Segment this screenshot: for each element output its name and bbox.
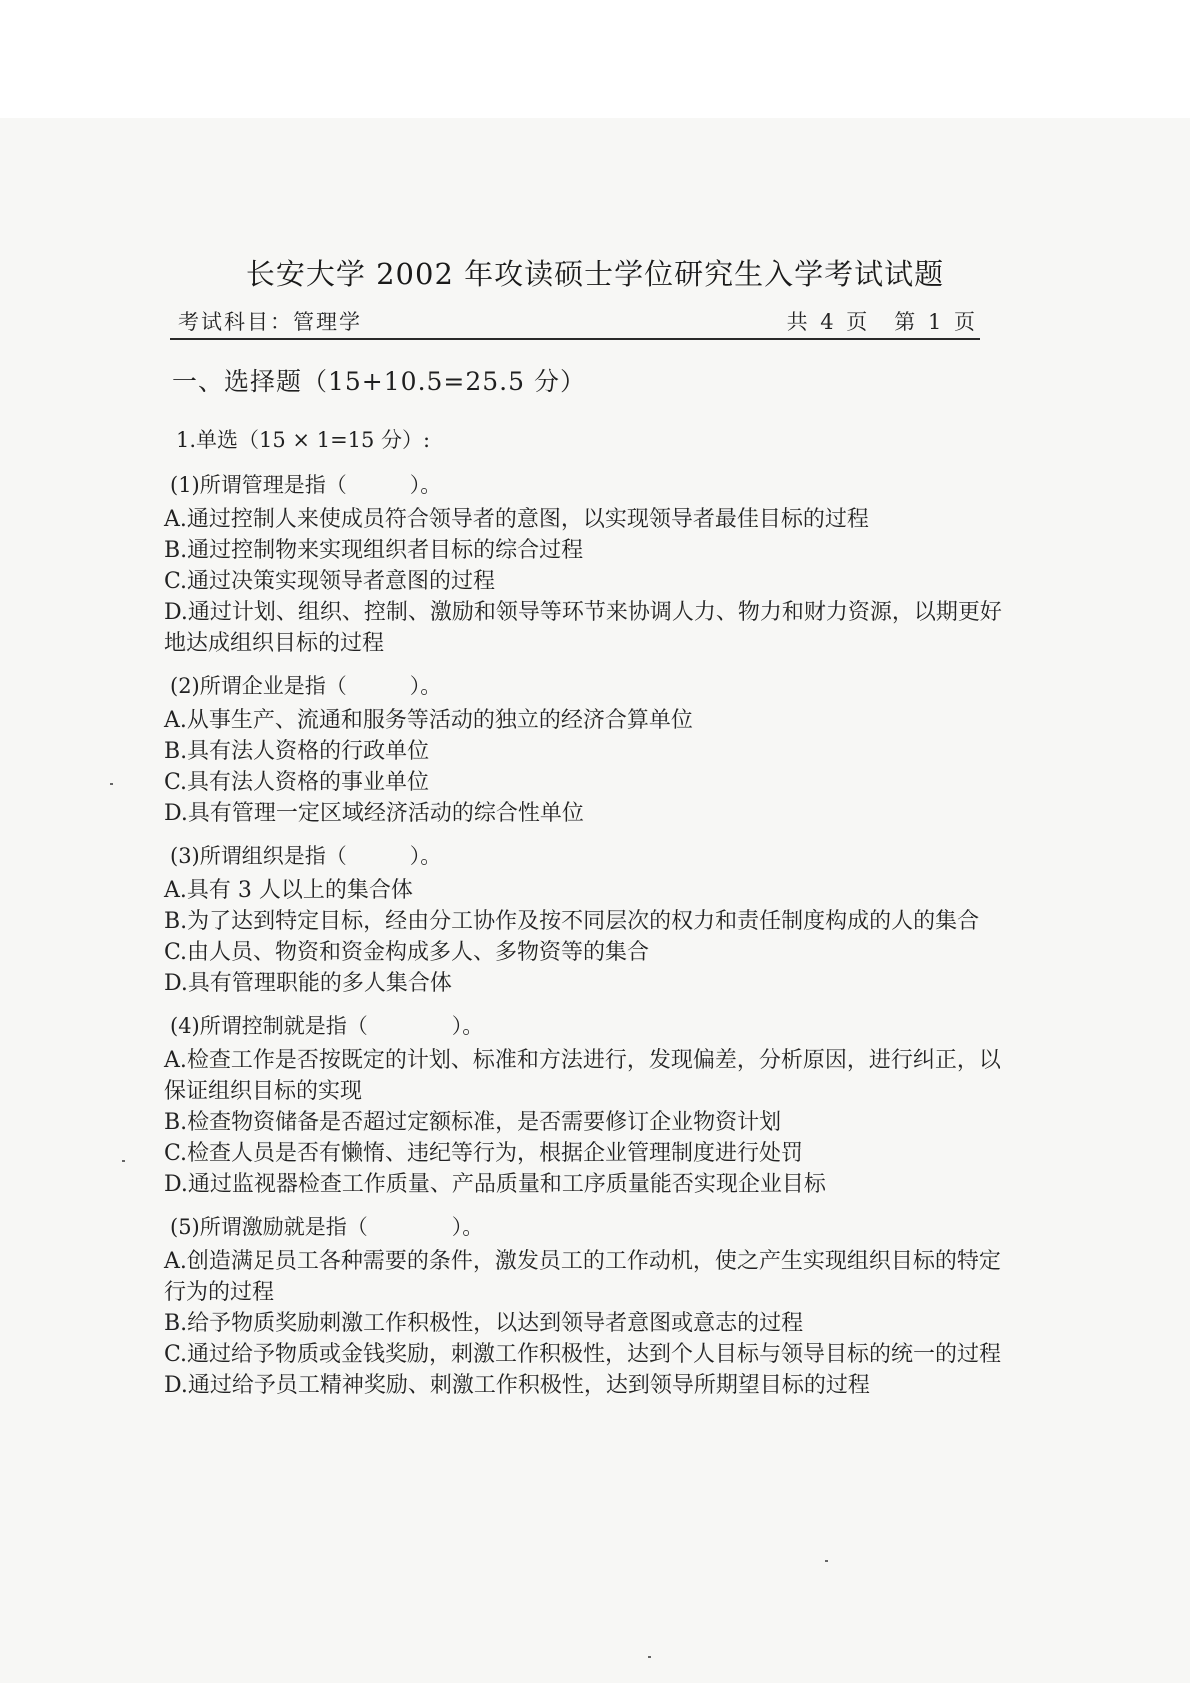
option-b: B.通过控制物来实现组织者目标的综合过程	[164, 538, 584, 563]
scan-speck	[122, 1160, 125, 1162]
option-d: D.通过给予员工精神奖励、刺激工作积极性，达到领导所期望目标的过程	[164, 1373, 870, 1398]
question-stem: (4)所谓控制就是指（ ）。	[170, 1014, 484, 1038]
question-5	[144, 1208, 1014, 1401]
section-heading: 一、选择题（15+10.5=25.5 分）	[172, 367, 586, 396]
option-b: B.为了达到特定目标，经由分工协作及按不同层次的权力和责任制度构成的人的集合	[164, 909, 980, 934]
exam-title: 长安大学 2002 年攻读硕士学位研究生入学考试试题	[245, 257, 945, 291]
option-a: A.创造满足员工各种需要的条件，激发员工的工作动机，使之产生实现组织目标的特定行为的过程	[164, 1249, 1001, 1305]
question-stem: (5)所谓激励就是指（ ）。	[170, 1215, 484, 1239]
option-a: A.检查工作是否按既定的计划、标准和方法进行，发现偏差，分析原因，进行纠正，以保证组织目标的实现	[164, 1048, 1001, 1104]
option-a: A.从事生产、流通和服务等活动的独立的经济合算单位	[164, 708, 693, 733]
scan-speck	[825, 1560, 828, 1562]
option-b: B.给予物质奖励刺激工作积极性，以达到领导者意图或意志的过程	[164, 1311, 804, 1336]
option-c: C.具有法人资格的事业单位	[164, 770, 430, 795]
option-b: B.具有法人资格的行政单位	[164, 739, 430, 764]
option-c: C.通过决策实现领导者意图的过程	[164, 569, 496, 594]
option-d: D.具有管理职能的多人集合体	[164, 971, 452, 996]
page-indicator: 共 4 页 第 1 页	[786, 310, 978, 334]
scan-top-margin	[0, 0, 1190, 118]
option-d: D.通过计划、组织、控制、激励和领导等环节来协调人力、物力和财力资源，以期更好地达成组织目标的过程	[164, 600, 1002, 656]
option-c: C.检查人员是否有懒惰、违纪等行为，根据企业管理制度进行处罚	[164, 1141, 804, 1166]
question-1	[144, 466, 1014, 667]
scan-speck	[648, 1656, 651, 1658]
question-4	[144, 1007, 1014, 1208]
question-list	[144, 466, 1014, 1401]
question-stem: (3)所谓组织是指（ ）。	[170, 844, 442, 868]
question-stem: (1)所谓管理是指（ ）。	[170, 473, 442, 497]
header-rule	[170, 338, 980, 340]
option-b: B.检查物资储备是否超过定额标准，是否需要修订企业物资计划	[164, 1110, 782, 1135]
question-2	[144, 667, 1014, 837]
exam-subject: 考试科目：管理学	[178, 310, 362, 334]
exam-header	[178, 302, 978, 338]
option-c: C.由人员、物资和资金构成多人、多物资等的集合	[164, 940, 650, 965]
question-3	[144, 837, 1014, 1007]
option-a: A.通过控制人来使成员符合领导者的意图，以实现领导者最佳目标的过程	[164, 507, 869, 532]
option-a: A.具有 3 人以上的集合体	[164, 878, 413, 903]
scan-speck	[110, 783, 113, 785]
option-c: C.通过给予物质或金钱奖励，刺激工作积极性，达到个人目标与领导目标的统一的过程	[164, 1342, 1002, 1367]
question-stem: (2)所谓企业是指（ ）。	[170, 674, 442, 698]
option-d: D.具有管理一定区域经济活动的综合性单位	[164, 801, 584, 826]
subsection-heading: 1.单选（15 × 1=15 分）:	[176, 428, 431, 452]
option-d: D.通过监视器检查工作质量、产品质量和工序质量能否实现企业目标	[164, 1172, 826, 1197]
